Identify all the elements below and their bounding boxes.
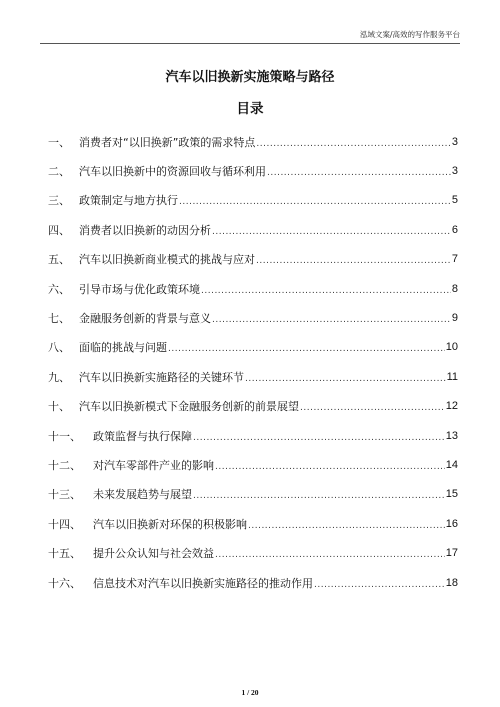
toc-entry-label: 面临的挑战与问题 xyxy=(79,341,167,355)
toc-entry-label: 汽车以旧换新模式下金融服务创新的前景展望 xyxy=(79,400,299,414)
toc-entry[interactable] xyxy=(48,480,458,509)
toc-entry-page: 7 xyxy=(451,253,458,266)
toc-heading: 目录 xyxy=(236,101,264,117)
toc-entry-number: 二、 xyxy=(48,165,70,179)
toc-entry[interactable] xyxy=(48,127,458,156)
toc-leader-dots xyxy=(314,580,445,590)
toc-entry-page: 8 xyxy=(451,282,458,295)
toc-entry-page: 3 xyxy=(451,165,458,178)
toc-entry-number: 十四、 xyxy=(48,517,81,531)
page-number: 1 / 20 xyxy=(241,688,259,697)
toc-entry-label: 汽车以旧换新实施路径的关键环节 xyxy=(79,370,244,384)
toc-entry-label: 汽车以旧换新中的资源回收与循环利用 xyxy=(79,165,266,179)
toc-entry-label: 消费者对“以旧换新”政策的需求特点 xyxy=(79,135,256,149)
toc-entry-number: 五、 xyxy=(48,253,70,267)
toc-entry[interactable] xyxy=(48,568,458,597)
toc-entry[interactable] xyxy=(48,156,458,185)
toc-entry-number: 四、 xyxy=(48,223,70,237)
toc-entry-label: 提升公众认知与社会效益 xyxy=(93,547,214,561)
toc-entry-page: 14 xyxy=(445,458,458,471)
toc-leader-dots xyxy=(215,550,445,560)
toc-leader-dots xyxy=(256,139,450,149)
toc-leader-dots xyxy=(215,462,445,472)
toc-entry-page: 11 xyxy=(446,370,458,383)
toc-entry-number: 三、 xyxy=(48,194,70,208)
toc-entry[interactable] xyxy=(48,215,458,244)
toc-leader-dots xyxy=(245,374,446,384)
toc-entry-number: 十三、 xyxy=(48,488,81,502)
header-text: 泓域文案/高效的写作服务平台 xyxy=(359,30,460,39)
toc-entry-page: 5 xyxy=(451,194,458,207)
toc-leader-dots xyxy=(256,256,451,266)
toc-entry[interactable] xyxy=(48,362,458,391)
toc-leader-dots xyxy=(300,403,445,413)
toc-leader-dots xyxy=(201,286,451,296)
toc-entry-page: 9 xyxy=(451,312,458,325)
toc-entry[interactable] xyxy=(48,538,458,567)
toc-entry-page: 16 xyxy=(445,517,458,530)
toc-entry-label: 未来发展趋势与展望 xyxy=(93,488,192,502)
header-divider xyxy=(40,43,460,44)
toc-entry-label: 政策制定与地方执行 xyxy=(79,194,178,208)
toc-entry-label: 引导市场与优化政策环境 xyxy=(79,282,200,296)
toc-entry[interactable] xyxy=(48,421,458,450)
toc-entry[interactable] xyxy=(48,186,458,215)
toc-entry-number: 六、 xyxy=(48,282,70,296)
toc-entry-page: 10 xyxy=(445,341,458,354)
toc-entry-label: 消费者以旧换新的动因分析 xyxy=(79,223,211,237)
toc-entry[interactable] xyxy=(48,274,458,303)
toc-entry-label: 汽车以旧换新商业模式的挑战与应对 xyxy=(79,253,255,267)
document-title: 汽车以旧换新实施策略与路径 xyxy=(165,70,335,85)
toc-entry[interactable] xyxy=(48,333,458,362)
toc-entry-page: 18 xyxy=(445,576,458,589)
toc-entry-number: 一、 xyxy=(48,135,70,149)
toc-entry-label: 政策监督与执行保障 xyxy=(93,429,192,443)
toc-entry[interactable] xyxy=(48,245,458,274)
toc-entry[interactable] xyxy=(48,392,458,421)
toc-entry[interactable] xyxy=(48,303,458,332)
toc-entry-number: 十一、 xyxy=(48,429,81,443)
toc-leader-dots xyxy=(212,227,451,237)
toc-leader-dots xyxy=(212,315,451,325)
toc-entry-number: 七、 xyxy=(48,312,70,326)
toc-leader-dots xyxy=(193,491,445,501)
toc-entry-page: 13 xyxy=(445,429,458,442)
toc-leader-dots xyxy=(168,344,445,354)
toc-entry-number: 十五、 xyxy=(48,547,81,561)
toc-leader-dots xyxy=(179,197,451,207)
toc-entry-page: 17 xyxy=(445,547,458,560)
toc-leader-dots xyxy=(248,521,445,531)
toc-entry-number: 十、 xyxy=(48,400,70,414)
toc-entry-page: 6 xyxy=(451,223,458,236)
toc-leader-dots xyxy=(267,168,451,178)
toc-entry-label: 金融服务创新的背景与意义 xyxy=(79,312,211,326)
toc-entry-number: 十六、 xyxy=(48,576,81,590)
toc-entry-label: 信息技术对汽车以旧换新实施路径的推动作用 xyxy=(93,576,313,590)
toc-entry-page: 3 xyxy=(451,135,458,148)
toc-entry[interactable] xyxy=(48,509,458,538)
toc-entry-number: 九、 xyxy=(48,370,70,384)
table-of-contents xyxy=(48,127,458,597)
toc-entry-page: 12 xyxy=(445,400,458,413)
toc-entry-number: 八、 xyxy=(48,341,70,355)
toc-entry-page: 15 xyxy=(445,488,458,501)
toc-leader-dots xyxy=(193,433,445,443)
toc-entry-label: 汽车以旧换新对环保的积极影响 xyxy=(93,517,247,531)
toc-entry-number: 十二、 xyxy=(48,458,81,472)
toc-entry-label: 对汽车零部件产业的影响 xyxy=(93,458,214,472)
toc-entry[interactable] xyxy=(48,450,458,479)
